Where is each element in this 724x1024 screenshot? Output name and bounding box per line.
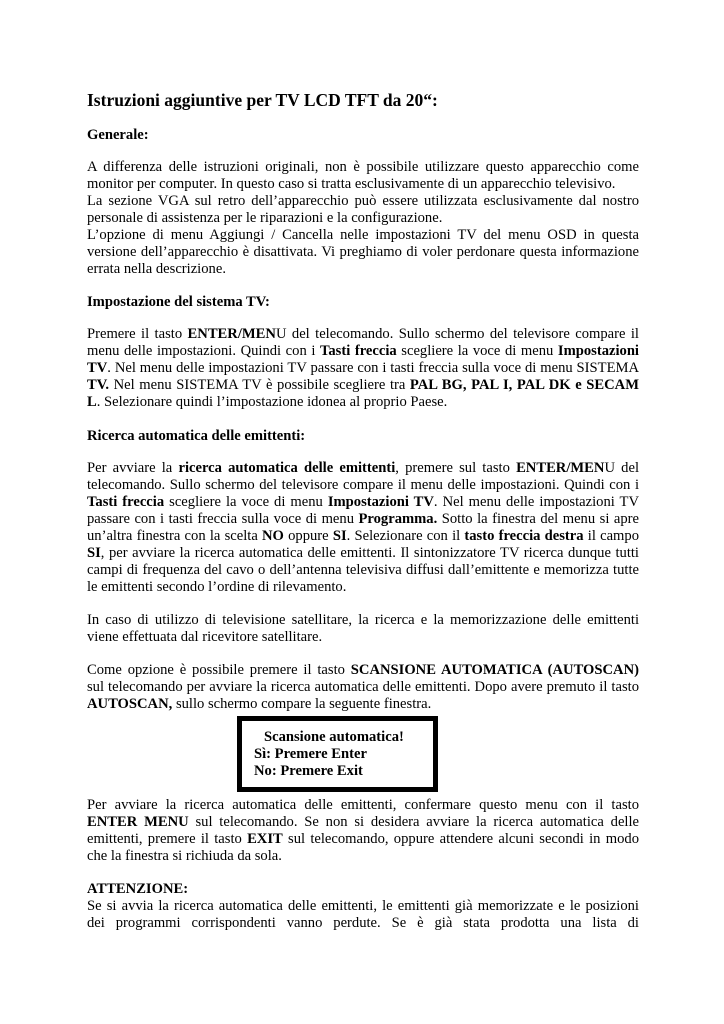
heading-generale: Generale: xyxy=(87,127,149,143)
text-line: Per avviare la ricerca automatica delle emittenti, confermare questo menu con il tasto xyxy=(87,797,639,813)
text-line: personale di assistenza per le riparazioni e la configurazione. xyxy=(87,210,443,226)
text-line: TV. Nel menu SISTEMA TV è possibile scegliere tra PAL BG, PAL I, PAL DK e SECAM xyxy=(87,377,639,393)
text-line: L’opzione di menu Aggiungi / Cancella nelle impostazioni TV del menu OSD in questa xyxy=(87,227,639,243)
paragraph-generale xyxy=(87,159,639,278)
text-line: A differenza delle istruzioni originali, non è possibile utilizzare questo apparecchio come xyxy=(87,159,639,175)
autoscan-message-box xyxy=(237,716,438,792)
box-line: No: Premere Exit xyxy=(254,763,363,779)
text-line: AUTOSCAN, sullo schermo compare la seguente finestra. xyxy=(87,696,432,712)
text-line: monitor per computer. In questo caso si tratta esclusivamente di un apparecchio televisivo. xyxy=(87,176,616,192)
text-line: versione dell’apparecchio è disattivata. Vi preghiamo di voler perdonare questa informazione xyxy=(87,244,639,260)
text-line: telecomando. Sullo schermo del televisore compare il menu delle impostazioni. Quindi con i xyxy=(87,477,639,493)
text-line: Tasti freccia scegliere la voce di menu Impostazioni TV. Nel menu delle impostazioni TV xyxy=(87,494,639,510)
paragraph-sistema-tv xyxy=(87,326,639,411)
text-line: dei programmi corrispondenti vanno perdute. Se è già stata prodotta una lista di xyxy=(87,915,639,931)
text-line: menu delle impostazioni. Quindi con i Tasti freccia scegliere la voce di menu Impostazioni xyxy=(87,343,639,359)
paragraph-ricerca-automatica xyxy=(87,460,639,596)
paragraph-attenzione xyxy=(87,898,639,932)
text-line: La sezione VGA sul retro dell’apparecchio può essere utilizzata esclusivamente dal nostro xyxy=(87,193,639,209)
text-line: Per avviare la ricerca automatica delle emittenti, premere sul tasto ENTER/MENU del xyxy=(87,460,639,476)
text-line: SI, per avviare la ricerca automatica delle emittenti. Il sintonizzatore TV ricerca dunque tutti xyxy=(87,545,639,561)
text-line: le emittenti secondo l’ordine di rilevamento. xyxy=(87,579,347,595)
heading-attenzione: ATTENZIONE: xyxy=(87,881,189,897)
text-line: L. Selezionare quindi l’impostazione idonea al proprio Paese. xyxy=(87,394,448,410)
heading-ricerca-automatica: Ricerca automatica delle emittenti: xyxy=(87,428,306,444)
text-line: che la finestra si richiuda da sola. xyxy=(87,848,282,864)
text-line: viene effettuata dal ricevitore satellitare. xyxy=(87,629,323,645)
text-line: un’altra finestra con la scelta NO oppure SI. Selezionare con il tasto freccia destra il campo xyxy=(87,528,640,544)
text-line: emittenti, premere il tasto EXIT sul telecomando, oppure attendere alcuni secondi in modo xyxy=(87,831,639,847)
text-line: Se si avvia la ricerca automatica delle emittenti, le emittenti già memorizzate e le posizioni xyxy=(87,898,639,914)
text-line: errata nella descrizione. xyxy=(87,261,226,277)
box-line: Scansione automatica! xyxy=(264,729,404,745)
text-line: ENTER MENU sul telecomando. Se non si desidera avviare la ricerca automatica delle xyxy=(87,814,640,830)
text-line: Come opzione è possibile premere il tasto SCANSIONE AUTOMATICA (AUTOSCAN) xyxy=(87,662,639,678)
box-line: Sì: Premere Enter xyxy=(254,746,367,762)
paragraph-autoscan xyxy=(87,662,639,713)
document-title: Istruzioni aggiuntive per TV LCD TFT da 20“: xyxy=(87,90,438,110)
text-line: Premere il tasto ENTER/MENU del telecomando. Sullo schermo del televisore compare il xyxy=(87,326,639,342)
text-line: In caso di utilizzo di televisione satellitare, la ricerca e la memorizzazione delle emittenti xyxy=(87,612,639,628)
paragraph-confirm xyxy=(87,797,639,865)
text-line: campi di frequenza del cavo o dell’antenna televisiva diffusi dall’emittente e memorizza tutte xyxy=(87,562,639,578)
text-line: TV. Nel menu delle impostazioni TV passare con i tasti freccia sulla voce di menu SISTEMA xyxy=(87,360,639,376)
text-line: sul telecomando per avviare la ricerca automatica delle emittenti. Dopo avere premuto il tasto xyxy=(87,679,639,695)
text-line: passare con i tasti freccia sulla voce di menu Programma. Sotto la finestra del menu si apre xyxy=(87,511,639,527)
heading-sistema-tv: Impostazione del sistema TV: xyxy=(87,294,270,310)
paragraph-satellite xyxy=(87,612,639,646)
